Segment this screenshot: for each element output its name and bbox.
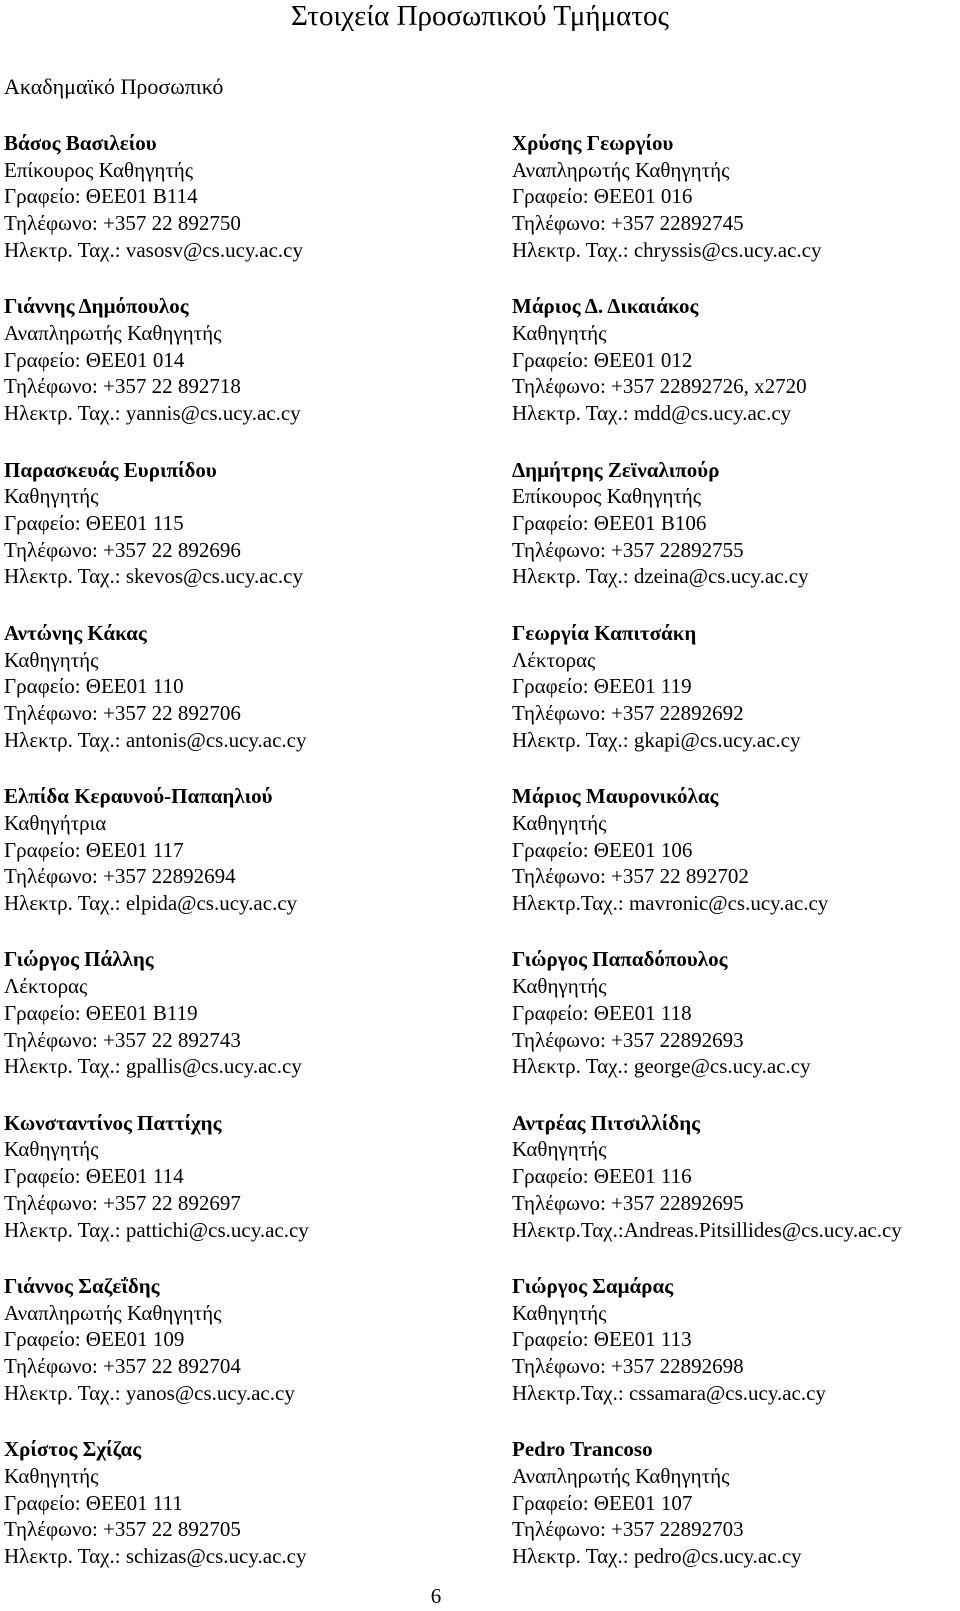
staff-email: Ηλεκτρ. Ταχ.: schizas@cs.ucy.ac.cy	[4, 1544, 307, 1569]
staff-entry	[4, 1273, 484, 1436]
staff-phone: Τηλέφωνο: +357 22892703	[512, 1517, 744, 1542]
staff-entry	[4, 130, 484, 293]
staff-email: Ηλεκτρ. Ταχ.: yanos@cs.ucy.ac.cy	[4, 1380, 295, 1405]
staff-office: Γραφείο: ΘΕΕ01 014	[4, 347, 185, 372]
staff-email: Ηλεκτρ. Ταχ.: yannis@cs.ucy.ac.cy	[4, 401, 301, 426]
staff-office: Γραφείο: ΘΕΕ01 113	[512, 1327, 692, 1352]
staff-office: Γραφείο: ΘΕΕ01 118	[512, 1000, 692, 1025]
staff-position: Αναπληρωτής Καθηγητής	[4, 1300, 222, 1325]
staff-position: Καθηγητής	[512, 810, 607, 835]
staff-office: Γραφείο: ΘΕΕ01 119	[512, 674, 692, 699]
staff-entry	[4, 620, 484, 783]
staff-entry	[4, 946, 484, 1109]
staff-position: Λέκτορας	[512, 647, 596, 672]
staff-office: Γραφείο: ΘΕΕ01 114	[4, 1164, 184, 1189]
staff-office: Γραφείο: ΘΕΕ01 110	[4, 674, 184, 699]
staff-office: Γραφείο: ΘΕΕ01 107	[512, 1490, 693, 1515]
staff-entry	[512, 293, 960, 456]
staff-office: Γραφείο: ΘΕΕ01 115	[4, 510, 184, 535]
staff-office: Γραφείο: ΘΕΕ01 Β119	[4, 1000, 198, 1025]
right-staff-column	[512, 130, 960, 1600]
staff-office: Γραφείο: ΘΕΕ01 106	[512, 837, 693, 862]
staff-phone: Τηλέφωνο: +357 22892726, x2720	[512, 374, 807, 399]
staff-name: Pedro Trancoso	[512, 1437, 653, 1462]
staff-name: Γιάννης Δημόπουλος	[4, 294, 189, 319]
staff-email: Ηλεκτρ. Ταχ.: antonis@cs.ucy.ac.cy	[4, 727, 307, 752]
staff-entry	[512, 1273, 960, 1436]
staff-email: Ηλεκτρ. Ταχ.: chryssis@cs.ucy.ac.cy	[512, 237, 822, 262]
staff-email: Ηλεκτρ. Ταχ.: gkapi@cs.ucy.ac.cy	[512, 727, 801, 752]
staff-position: Καθηγητής	[512, 974, 607, 999]
staff-email: Ηλεκτρ.Ταχ.:Andreas.Pitsillides@cs.ucy.ac.cy	[512, 1217, 902, 1242]
staff-phone: Τηλέφωνο: +357 22892693	[512, 1027, 744, 1052]
staff-office: Γραφείο: ΘΕΕ01 Β106	[512, 510, 707, 535]
staff-position: Αναπληρωτής Καθηγητής	[512, 1464, 730, 1489]
staff-email: Ηλεκτρ. Ταχ.: vasosv@cs.ucy.ac.cy	[4, 237, 303, 262]
staff-phone: Τηλέφωνο: +357 22 892697	[4, 1190, 241, 1215]
staff-email: Ηλεκτρ. Ταχ.: gpallis@cs.ucy.ac.cy	[4, 1054, 302, 1079]
staff-entry	[4, 1436, 484, 1599]
staff-office: Γραφείο: ΘΕΕ01 Β114	[4, 184, 198, 209]
staff-phone: Τηλέφωνο: +357 22 892704	[4, 1354, 241, 1379]
staff-name: Βάσος Βασιλείου	[4, 131, 157, 155]
left-staff-column	[4, 130, 484, 1600]
staff-name: Γιώργος Παπαδόπουλος	[512, 947, 728, 972]
staff-email: Ηλεκτρ.Ταχ.: cssamara@cs.ucy.ac.cy	[512, 1380, 826, 1405]
staff-entry	[512, 130, 960, 293]
staff-name: Αντρέας Πιτσιλλίδης	[512, 1110, 700, 1135]
staff-name: Γεωργία Καπιτσάκη	[512, 620, 697, 645]
staff-email: Ηλεκτρ. Ταχ.: mdd@cs.ucy.ac.cy	[512, 401, 792, 426]
staff-name: Μάριος Μαυρονικόλας	[512, 784, 719, 809]
staff-entry	[512, 620, 960, 783]
staff-name: Χρίστος Σχίζας	[4, 1437, 142, 1462]
staff-email: Ηλεκτρ. Ταχ.: skevos@cs.ucy.ac.cy	[4, 564, 303, 589]
staff-position: Καθηγήτρια	[4, 810, 107, 835]
page-number: 6	[430, 1584, 442, 1608]
staff-email: Ηλεκτρ. Ταχ.: pattichi@cs.ucy.ac.cy	[4, 1217, 309, 1242]
staff-entry	[4, 293, 484, 456]
staff-position: Καθηγητής	[512, 1300, 607, 1325]
staff-phone: Τηλέφωνο: +357 22892694	[4, 864, 236, 889]
staff-name: Γιώργος Σαμάρας	[512, 1274, 674, 1299]
staff-email: Ηλεκτρ. Ταχ.: elpida@cs.ucy.ac.cy	[4, 890, 298, 915]
staff-entry	[512, 783, 960, 946]
staff-name: Ελπίδα Κεραυνού-Παπαηλιού	[4, 784, 273, 809]
staff-position: Καθηγητής	[512, 320, 607, 345]
staff-phone: Τηλέφωνο: +357 22 892696	[4, 537, 241, 562]
staff-phone: Τηλέφωνο: +357 22892692	[512, 700, 744, 725]
staff-position: Επίκουρος Καθηγητής	[4, 157, 194, 182]
staff-office: Γραφείο: ΘΕΕ01 116	[512, 1164, 692, 1189]
staff-phone: Τηλέφωνο: +357 22 892702	[512, 864, 749, 889]
staff-position: Αναπληρωτής Καθηγητής	[512, 157, 730, 182]
staff-position: Καθηγητής	[4, 1464, 99, 1489]
staff-position: Επίκουρος Καθηγητής	[512, 484, 702, 509]
staff-name: Γιάννος Σαζεΐδης	[4, 1274, 160, 1299]
staff-phone: Τηλέφωνο: +357 22 892750	[4, 211, 241, 236]
staff-entry	[512, 1110, 960, 1273]
staff-name: Μάριος Δ. Δικαιάκος	[512, 294, 699, 319]
staff-phone: Τηλέφωνο: +357 22892745	[512, 211, 744, 236]
staff-office: Γραφείο: ΘΕΕ01 012	[512, 347, 693, 372]
staff-position: Καθηγητής	[4, 647, 99, 672]
staff-phone: Τηλέφωνο: +357 22 892705	[4, 1517, 241, 1542]
staff-office: Γραφείο: ΘΕΕ01 117	[4, 837, 184, 862]
staff-name: Δημήτρης Ζεϊναλιπούρ	[512, 457, 720, 482]
staff-office: Γραφείο: ΘΕΕ01 111	[4, 1490, 183, 1515]
staff-entry	[4, 783, 484, 946]
staff-entry	[512, 457, 960, 620]
staff-name: Αντώνης Κάκας	[4, 620, 147, 645]
staff-name: Χρύσης Γεωργίου	[512, 131, 674, 155]
section-heading: Ακαδημαϊκό Προσωπικό	[4, 74, 224, 99]
staff-name: Παρασκευάς Ευριπίδου	[4, 457, 217, 482]
staff-entry	[4, 1110, 484, 1273]
staff-position: Καθηγητής	[4, 484, 99, 509]
staff-phone: Τηλέφωνο: +357 22 892718	[4, 374, 241, 399]
staff-phone: Τηλέφωνο: +357 22892698	[512, 1354, 744, 1379]
staff-position: Καθηγητής	[4, 1137, 99, 1162]
staff-email: Ηλεκτρ. Ταχ.: george@cs.ucy.ac.cy	[512, 1054, 811, 1079]
staff-position: Καθηγητής	[512, 1137, 607, 1162]
staff-entry	[4, 457, 484, 620]
page-title: Στοιχεία Προσωπικού Τμήματος	[291, 0, 669, 32]
staff-office: Γραφείο: ΘΕΕ01 016	[512, 184, 693, 209]
staff-email: Ηλεκτρ.Ταχ.: mavronic@cs.ucy.ac.cy	[512, 890, 829, 915]
staff-phone: Τηλέφωνο: +357 22892695	[512, 1190, 744, 1215]
staff-phone: Τηλέφωνο: +357 22 892706	[4, 700, 241, 725]
staff-email: Ηλεκτρ. Ταχ.: pedro@cs.ucy.ac.cy	[512, 1544, 802, 1569]
staff-entry	[512, 1436, 960, 1599]
staff-name: Γιώργος Πάλλης	[4, 947, 154, 972]
staff-phone: Τηλέφωνο: +357 22892755	[512, 537, 744, 562]
staff-position: Λέκτορας	[4, 974, 88, 999]
staff-email: Ηλεκτρ. Ταχ.: dzeina@cs.ucy.ac.cy	[512, 564, 809, 589]
staff-name: Κωνσταντίνος Παττίχης	[4, 1110, 222, 1135]
staff-entry	[512, 946, 960, 1109]
staff-phone: Τηλέφωνο: +357 22 892743	[4, 1027, 241, 1052]
staff-position: Αναπληρωτής Καθηγητής	[4, 320, 222, 345]
staff-office: Γραφείο: ΘΕΕ01 109	[4, 1327, 185, 1352]
